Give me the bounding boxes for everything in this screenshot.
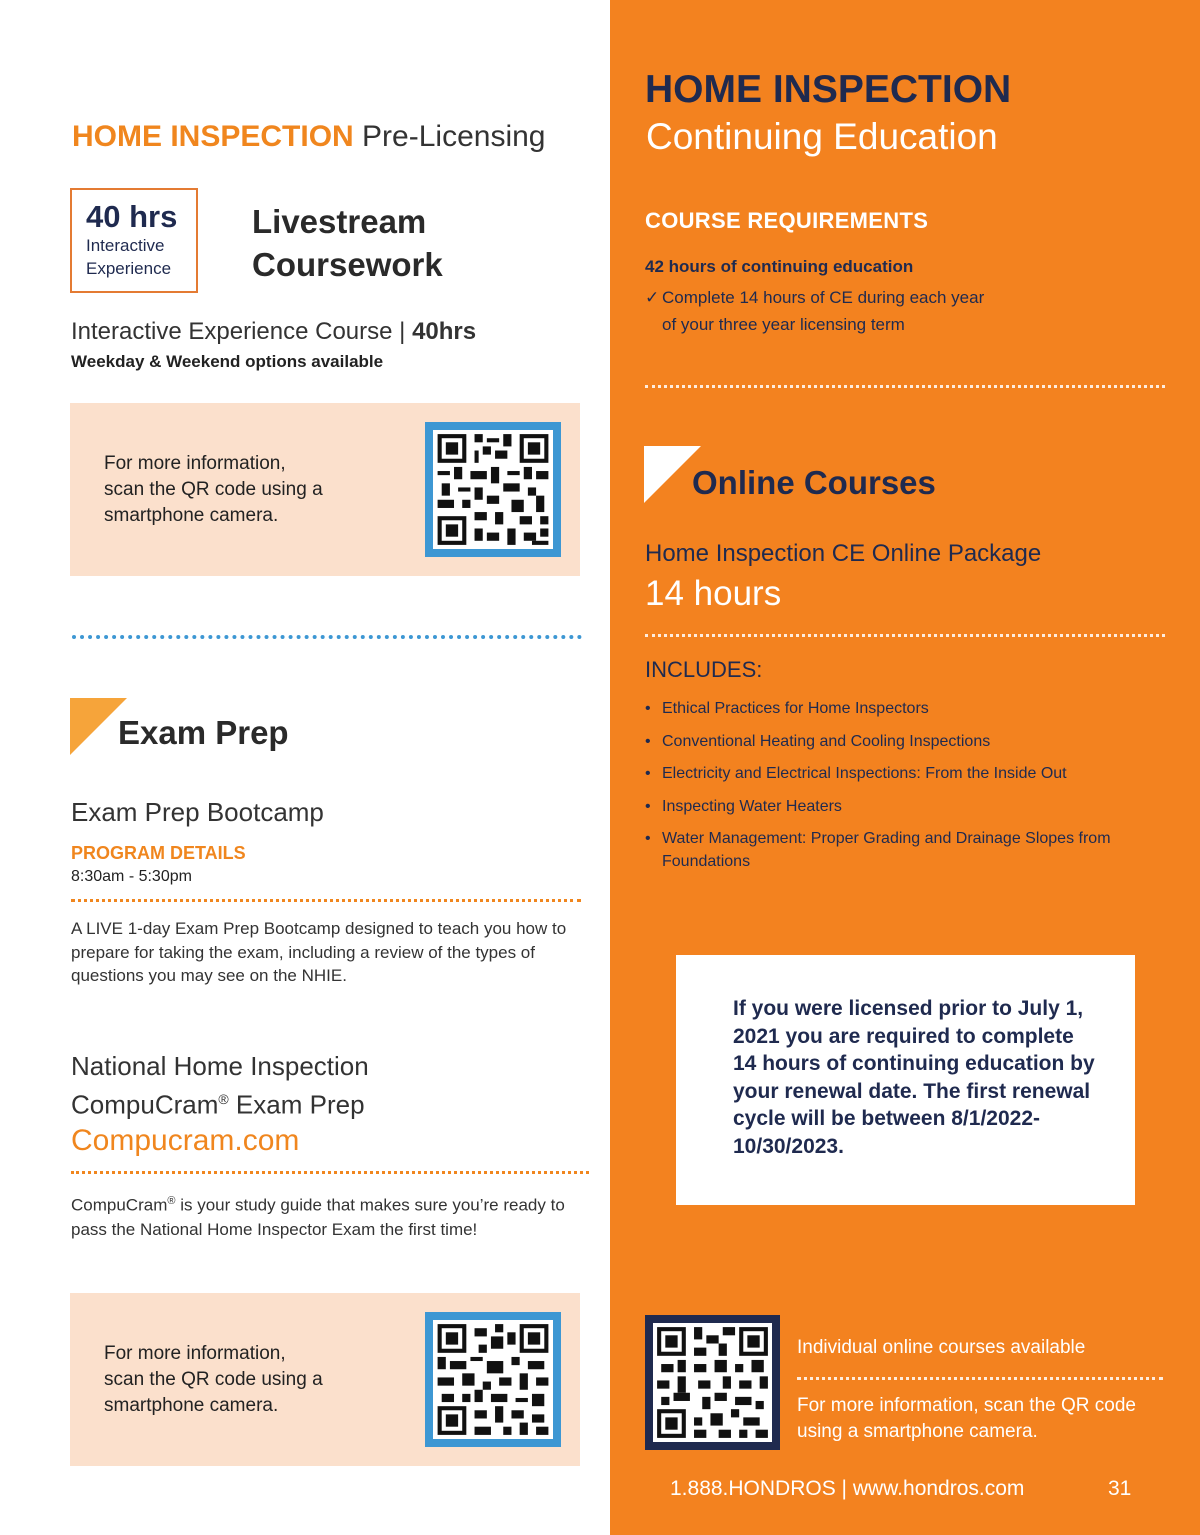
qr-code-icon[interactable] [645, 1315, 780, 1450]
info-box-line2: scan the QR code using a [104, 479, 323, 500]
ce-title-line1: HOME INSPECTION [645, 68, 1012, 111]
requirements-line1: Complete 14 hours of CE during each year [662, 288, 985, 307]
individual-info-text: For more information, scan the QR code using a smartphone camera. [797, 1395, 1136, 1442]
livestream-heading-line2: Coursework [252, 246, 443, 283]
list-item: • Electricity and Electrical Inspections: From the Inside Out [645, 762, 1115, 785]
course-separator: | [399, 318, 406, 345]
list-item: • Water Management: Proper Grading and Drainage Slopes from Foundations [645, 827, 1115, 873]
hours-badge-line1: Interactive [86, 236, 165, 255]
study-body: is your study guide that makes sure you’re ready to pass the National Home Inspector Exam the first time! [71, 1195, 565, 1239]
requirements-hours: 42 hours of continuing education [645, 257, 914, 276]
program-time: 8:30am - 5:30pm [71, 868, 192, 885]
bullet-icon: • [645, 765, 651, 782]
list-item: • Inspecting Water Heaters [645, 795, 1115, 818]
program-description: A LIVE 1-day Exam Prep Bootcamp designed to teach you how to prepare for taking the exam, including a review of the types of questions you may see on the NHIE. [71, 919, 567, 985]
bootcamp-title: Exam Prep Bootcamp [71, 797, 324, 827]
online-courses-heading: Online Courses [692, 464, 936, 501]
exam-prep-heading: Exam Prep [118, 714, 289, 751]
divider-white-2 [645, 634, 1165, 637]
qr-code-graphic [433, 1320, 553, 1439]
course-hours: 40hrs [412, 318, 477, 345]
compucram-link[interactable]: Compucram.com [71, 1124, 300, 1157]
info-box-preliscensing [70, 403, 580, 576]
nhi-line2 [71, 1083, 491, 1122]
requirements-checklist [645, 284, 1065, 338]
nhi-exam-prep: Exam Prep [228, 1089, 365, 1120]
divider-blue [72, 635, 582, 639]
qr-code-icon[interactable] [425, 422, 561, 557]
pre-licensing-title [72, 120, 545, 154]
divider-orange-2 [71, 1171, 589, 1174]
ce-title-line2: Continuing Education [646, 116, 998, 157]
study-registered-mark: ® [167, 1195, 176, 1207]
course-requirements-label: COURSE REQUIREMENTS [645, 208, 929, 233]
bullet-icon: • [645, 830, 651, 847]
weekday-options: Weekday & Weekend options available [71, 352, 384, 371]
list-item: • Ethical Practices for Home Inspectors [645, 697, 1115, 720]
info-box-2-line2: scan the QR code using a [104, 1369, 323, 1390]
hours-badge-value: 40 hrs [86, 199, 178, 234]
nhi-compucram: CompuCram [71, 1089, 219, 1120]
info-box-line3: smartphone camera. [104, 505, 279, 526]
bullet-icon: • [645, 700, 651, 717]
page-number: 31 [1108, 1477, 1132, 1500]
course-name: Interactive Experience Course [71, 318, 393, 345]
package-hours: 14 hours [645, 574, 782, 613]
registered-mark: ® [218, 1091, 229, 1107]
info-box-line1: For more information, [104, 453, 286, 474]
bullet-icon: • [645, 797, 651, 815]
study-guide-text [71, 1189, 581, 1242]
nhi-compucram-title [71, 1050, 491, 1122]
pre-licensing-title-light: Pre-Licensing [362, 120, 546, 153]
pre-licensing-title-strong: HOME INSPECTION [72, 120, 354, 153]
divider-white-3 [797, 1377, 1163, 1380]
qr-code-icon[interactable] [425, 1312, 561, 1447]
study-compucram: CompuCram [71, 1195, 168, 1215]
checkmark-icon: ✓ [645, 288, 660, 307]
renewal-notice-text: If you were licensed prior to July 1, 2021 you are required to complete 14 hours of continuing education by your renewal date. The first renewal cycle will be between 8/1/2022-10/30/2023. [733, 997, 1095, 1158]
includes-list [645, 697, 1115, 883]
course-line [71, 318, 476, 346]
includes-label: INCLUDES: [645, 657, 763, 682]
nhi-line1: National Home Inspection [71, 1051, 369, 1081]
bullet-icon: • [645, 732, 651, 750]
divider-white-1 [645, 385, 1165, 388]
info-box-exam-prep [70, 1293, 580, 1466]
livestream-heading-line1: Livestream [252, 203, 427, 240]
individual-courses-text: Individual online courses available [797, 1337, 1086, 1358]
info-box-2-line3: smartphone camera. [104, 1395, 279, 1416]
hours-badge-line2: Experience [86, 259, 172, 278]
hours-badge [70, 188, 198, 293]
info-box-text-2 [104, 1341, 384, 1419]
info-box-text [104, 451, 384, 529]
footer-contact[interactable]: 1.888.HONDROS | www.hondros.com [670, 1477, 1025, 1500]
qr-code-graphic [433, 430, 553, 549]
list-item: • Conventional Heating and Cooling Inspections [645, 730, 1115, 753]
requirements-line2: of your three year licensing term [662, 315, 905, 334]
renewal-notice-box [676, 955, 1135, 1205]
package-name: Home Inspection CE Online Package [645, 540, 1042, 567]
livestream-heading [252, 200, 552, 286]
divider-orange-1 [71, 899, 581, 902]
program-details-label: PROGRAM DETAILS [71, 843, 246, 863]
qr-code-graphic [653, 1323, 772, 1442]
info-box-2-line1: For more information, [104, 1343, 286, 1364]
